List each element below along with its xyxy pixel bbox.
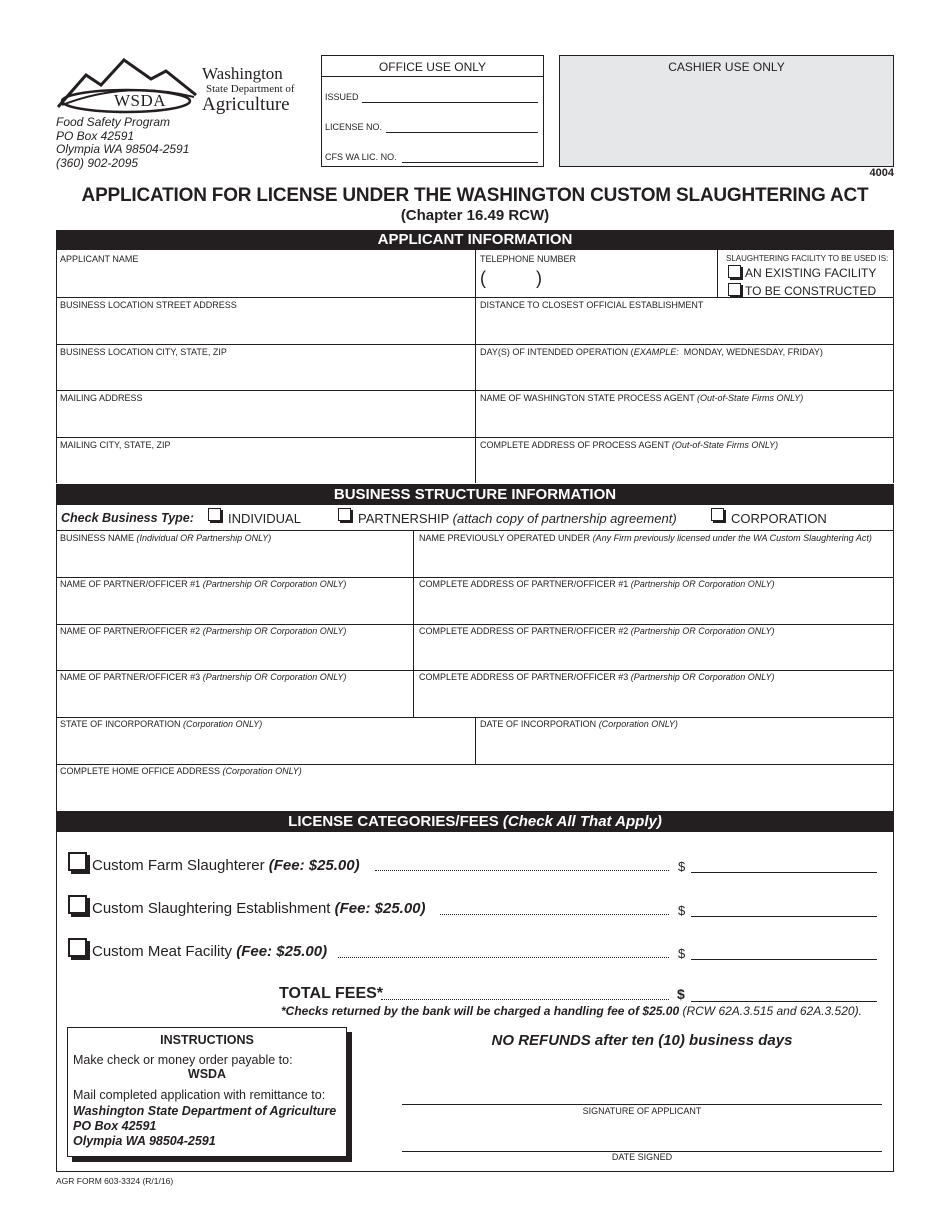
signature-field[interactable] xyxy=(402,1104,882,1105)
custom-slaughtering-establishment-label: Custom Slaughtering Establishment (Fee: $25.00) xyxy=(92,900,426,917)
program-name: Food Safety Program xyxy=(56,115,171,129)
no-refunds-note: NO REFUNDS after ten (10) business days xyxy=(491,1032,793,1049)
date-inc-field[interactable] xyxy=(478,731,890,759)
license-no-field[interactable] xyxy=(386,132,538,133)
phone-paren-close: ) xyxy=(536,268,542,288)
partner1-label: NAME OF PARTNER/OFFICER #1 (Partnership OR Corporation ONLY) xyxy=(60,579,347,589)
logo-org-line2: State Department of xyxy=(206,83,295,95)
custom-meat-facility-checkbox[interactable] xyxy=(68,938,87,957)
partner3-address-label: COMPLETE ADDRESS OF PARTNER/OFFICER #3 (Partnership OR Corporation ONLY) xyxy=(419,672,775,682)
applicant-name-label: APPLICANT NAME xyxy=(60,254,139,264)
license-no-label: LICENSE NO. xyxy=(325,122,383,132)
office-use-box xyxy=(321,55,544,167)
existing-facility-checkbox[interactable] xyxy=(728,265,741,278)
mailing-field[interactable] xyxy=(58,405,472,433)
city-field[interactable] xyxy=(58,359,472,387)
mail-address: Washington State Department of Agriculture PO Box 42591 Olympia WA 98504-2591 xyxy=(73,1104,337,1148)
date-signed-label: DATE SIGNED xyxy=(611,1152,673,1162)
home-office-field[interactable] xyxy=(58,778,890,806)
instructions-title: INSTRUCTIONS xyxy=(160,1033,254,1047)
phone-paren-open: ( xyxy=(480,268,486,288)
partner1-field[interactable] xyxy=(58,591,410,619)
existing-facility-label: AN EXISTING FACILITY xyxy=(745,266,877,280)
custom-farm-slaughterer-label: Custom Farm Slaughterer (Fee: $25.00) xyxy=(92,857,360,874)
program-po: PO Box 42591 xyxy=(56,128,135,143)
form-title: APPLICATION FOR LICENSE UNDER THE WASHINGTON CUSTOM SLAUGHTERING ACT xyxy=(81,185,869,206)
agent-address-field[interactable] xyxy=(478,452,890,480)
partnership-checkbox[interactable] xyxy=(338,508,351,521)
fee3-dollar: $ xyxy=(678,946,686,961)
logo-org-line3: Agriculture xyxy=(202,94,290,115)
form-footer: AGR FORM 603-3324 (R/1/16) xyxy=(56,1176,174,1186)
instructions-payee: WSDA xyxy=(187,1067,227,1081)
issued-label: ISSUED xyxy=(325,92,359,102)
partner2-field[interactable] xyxy=(58,638,410,666)
cfs-field[interactable] xyxy=(402,162,538,163)
partner1-address-field[interactable] xyxy=(416,591,890,619)
logo-abbr: WSDA xyxy=(114,91,167,110)
total-dollar: $ xyxy=(677,986,685,1002)
check-type-label: Check Business Type: xyxy=(61,511,194,525)
partner2-address-field[interactable] xyxy=(416,638,890,666)
agent-label: NAME OF WASHINGTON STATE PROCESS AGENT (Out-of-State Firms ONLY) xyxy=(480,393,804,403)
total-fees-label: TOTAL FEES* xyxy=(279,985,384,1002)
prev-name-label: NAME PREVIOUSLY OPERATED UNDER (Any Firm previously licensed under the WA Custom Slaughtering Act) xyxy=(419,533,872,543)
corporation-label: CORPORATION xyxy=(731,511,827,526)
mailing-city-label: MAILING CITY, STATE, ZIP xyxy=(60,440,171,450)
home-office-label: COMPLETE HOME OFFICE ADDRESS (Corporation ONLY) xyxy=(60,766,302,776)
custom-meat-facility-label: Custom Meat Facility (Fee: $25.00) xyxy=(92,943,328,960)
instructions-line2: Mail completed application with remittance to: xyxy=(73,1088,326,1102)
instructions-box xyxy=(67,1027,347,1157)
days-field[interactable] xyxy=(478,359,890,387)
city-label: BUSINESS LOCATION CITY, STATE, ZIP xyxy=(60,347,227,357)
state-inc-label: STATE OF INCORPORATION (Corporation ONLY) xyxy=(60,719,263,729)
street-label: BUSINESS LOCATION STREET ADDRESS xyxy=(60,300,237,310)
partner1-address-label: COMPLETE ADDRESS OF PARTNER/OFFICER #1 (Partnership OR Corporation ONLY) xyxy=(419,579,775,589)
business-name-label: BUSINESS NAME (Individual OR Partnership ONLY) xyxy=(60,533,272,543)
individual-label: INDIVIDUAL xyxy=(228,511,301,526)
to-be-constructed-checkbox[interactable] xyxy=(728,283,741,296)
program-address xyxy=(56,116,189,170)
mailing-label: MAILING ADDRESS xyxy=(60,393,143,403)
business-name-field[interactable] xyxy=(58,545,410,573)
mailing-city-field[interactable] xyxy=(58,452,472,480)
form-code: 4004 xyxy=(869,167,894,179)
applicant-header: APPLICANT INFORMATION xyxy=(56,230,894,250)
total-amount-field[interactable] xyxy=(691,1001,877,1002)
fee1-dollar: $ xyxy=(678,859,686,874)
fee2-dollar: $ xyxy=(678,903,686,918)
program-phone: (360) 902-2095 xyxy=(56,155,139,170)
bank-fee-note: *Checks returned by the bank will be charged a handling fee of $25.00 (RCW 62A.3.515 and 62A.3.520). xyxy=(281,1004,862,1018)
partner3-label: NAME OF PARTNER/OFFICER #3 (Partnership OR Corporation ONLY) xyxy=(60,672,347,682)
cashier-use-title: CASHIER USE ONLY xyxy=(668,60,785,74)
street-field[interactable] xyxy=(58,312,472,340)
partner2-address-label: COMPLETE ADDRESS OF PARTNER/OFFICER #2 (Partnership OR Corporation ONLY) xyxy=(419,626,775,636)
cfs-label: CFS WA LIC. NO. xyxy=(325,152,397,162)
agent-address-label: COMPLETE ADDRESS OF PROCESS AGENT (Out-of-State Firms ONLY) xyxy=(480,440,779,450)
fee1-amount-field[interactable] xyxy=(691,872,877,873)
partner2-label: NAME OF PARTNER/OFFICER #2 (Partnership OR Corporation ONLY) xyxy=(60,626,347,636)
individual-checkbox[interactable] xyxy=(208,508,221,521)
partner3-field[interactable] xyxy=(58,684,410,712)
prev-name-field[interactable] xyxy=(416,545,890,573)
telephone-label: TELEPHONE NUMBER xyxy=(480,254,577,264)
partner3-address-field[interactable] xyxy=(416,684,890,712)
corporation-checkbox[interactable] xyxy=(711,508,724,521)
facility-label: SLAUGHTERING FACILITY TO BE USED IS: xyxy=(726,254,889,263)
logo-org-line1: Washington xyxy=(202,64,283,83)
custom-farm-slaughterer-checkbox[interactable] xyxy=(68,852,87,871)
business-header: BUSINESS STRUCTURE INFORMATION xyxy=(56,484,894,505)
to-be-constructed-label: TO BE CONSTRUCTED xyxy=(745,284,877,298)
form-subtitle: (Chapter 16.49 RCW) xyxy=(400,207,550,224)
cashier-use-box xyxy=(559,55,894,167)
signature-label: SIGNATURE OF APPLICANT xyxy=(582,1106,702,1116)
applicant-name-field[interactable] xyxy=(58,266,472,294)
fee2-amount-field[interactable] xyxy=(691,916,877,917)
state-inc-field[interactable] xyxy=(58,731,472,759)
fee3-amount-field[interactable] xyxy=(691,959,877,960)
wsda-logo xyxy=(56,55,296,117)
telephone-field[interactable] xyxy=(490,268,712,292)
date-inc-label: DATE OF INCORPORATION (Corporation ONLY) xyxy=(480,719,678,729)
office-use-title: OFFICE USE ONLY xyxy=(378,60,487,74)
program-city: Olympia WA 98504-2591 xyxy=(56,142,190,156)
agent-field[interactable] xyxy=(478,405,890,433)
distance-label: DISTANCE TO CLOSEST OFFICIAL ESTABLISHMENT xyxy=(480,300,704,310)
instructions-line1: Make check or money order payable to: xyxy=(73,1053,293,1067)
partnership-label: PARTNERSHIP (attach copy of partnership agreement) xyxy=(358,511,677,526)
license-header: LICENSE CATEGORIES/FEES (Check All That Apply) xyxy=(56,811,894,832)
custom-slaughtering-establishment-checkbox[interactable] xyxy=(68,895,87,914)
issued-field[interactable] xyxy=(362,102,538,103)
days-label: DAY(S) OF INTENDED OPERATION (EXAMPLE: MONDAY, WEDNESDAY, FRIDAY) xyxy=(480,347,823,357)
distance-field[interactable] xyxy=(478,312,890,340)
